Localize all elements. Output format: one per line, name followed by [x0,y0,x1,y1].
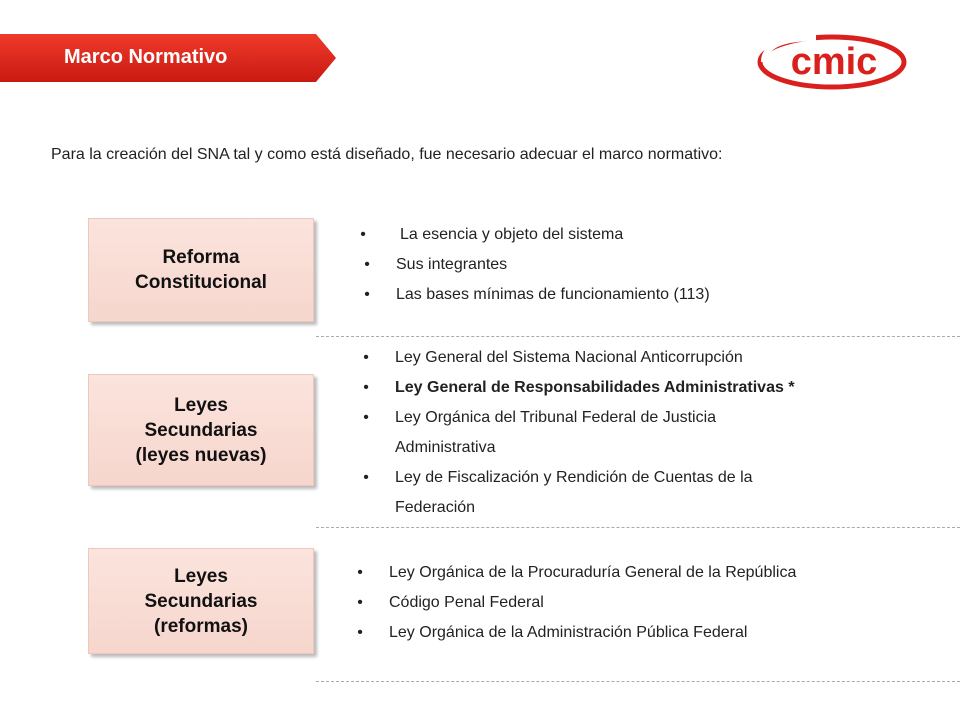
cmic-logo [756,34,908,90]
section-divider [316,336,960,337]
section-divider [316,527,960,528]
list-item [363,463,795,493]
intro-paragraph: Para la creación del SNA tal y como está diseñado, fue necesario adecuar el marco normativo: [51,146,723,163]
list-item [363,403,795,433]
box-label-line: Leyes [174,565,228,587]
bullet-icon: • [364,286,370,303]
list-item-text: Ley de Fiscalización y Rendición de Cuentas de la [395,469,753,486]
box-label-line: Secundarias [144,419,258,441]
page-title: Marco Normativo [64,46,228,68]
box-leyes-secundarias-nuevas [88,374,314,486]
box-label-line: Reforma [162,247,240,268]
bullet-icon: • [364,256,370,273]
list-item-text: Administrativa [395,439,496,456]
bullet-icon: • [363,469,369,486]
list-item-continuation [395,493,795,523]
box-label-line: Secundarias [144,590,258,612]
list-item-text: Ley General de Responsabilidades Administrativas * [395,379,795,396]
list-item [363,373,795,403]
header-banner [0,34,336,82]
bullet-icon: • [363,409,369,426]
list-item [364,250,710,280]
list-item-text: Las bases mínimas de funcionamiento (113) [396,286,710,303]
box-label-line: (reformas) [154,615,248,637]
bullet-icon: • [357,564,363,581]
list-item-text: Sus integrantes [396,256,508,273]
list-item [360,220,710,250]
reforma-list [360,220,710,310]
section-divider [316,681,960,682]
list-item [364,280,710,310]
list-item [357,618,796,648]
list-item-text: Ley General del Sistema Nacional Anticorrupción [395,349,743,366]
list-item-text: Ley Orgánica de la Procuraduría General de la República [389,564,797,581]
box-label-line: Constitucional [135,272,267,293]
leyes-nuevas-list [363,343,795,523]
list-item-text: Código Penal Federal [389,594,544,611]
list-item [363,343,795,373]
list-item [357,588,796,618]
list-item-text: Ley Orgánica del Tribunal Federal de Justicia [395,409,717,426]
bullet-icon: • [363,349,369,366]
bullet-icon: • [360,226,366,243]
list-item-text: Federación [395,499,476,516]
bullet-icon: • [357,594,363,611]
reformas-list [357,558,797,648]
list-item [357,558,797,588]
list-item-text: Ley Orgánica de la Administración Pública Federal [389,624,748,641]
box-label-line: (leyes nuevas) [135,444,267,466]
list-item-text: La esencia y objeto del sistema [400,226,624,243]
box-reforma-constitucional [88,218,314,322]
list-item-continuation [395,433,795,463]
bullet-icon: • [357,624,363,641]
box-label-line: Leyes [174,394,228,416]
svg-text:cmic: cmic [790,41,878,83]
box-leyes-secundarias-reformas [88,548,314,654]
bullet-icon: • [363,379,369,396]
